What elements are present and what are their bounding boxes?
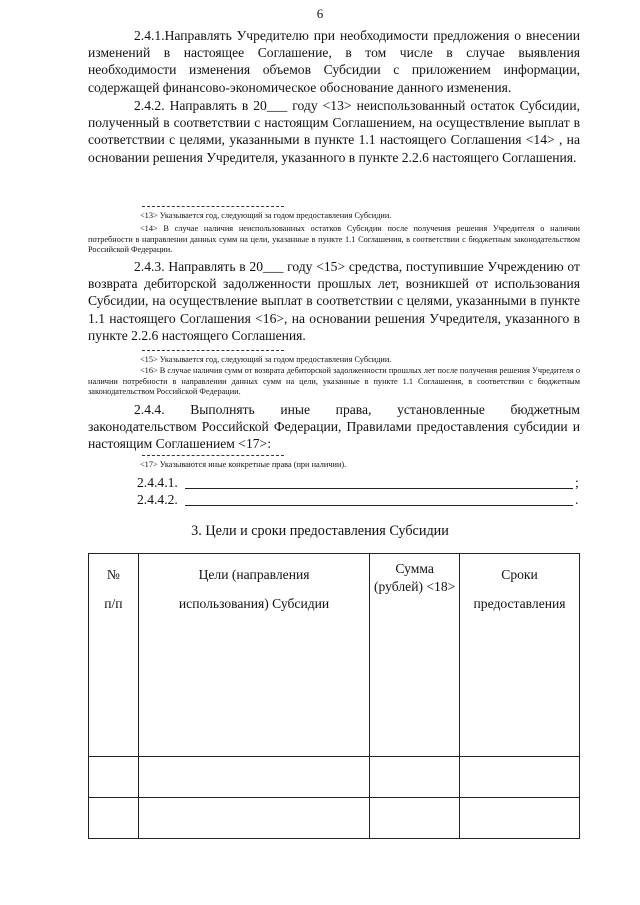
footnote-14-text: <14> В случае наличия неиспользованных остатков Субсидии после получения решения Учредителя о наличии потребности в направлении данных сумм на цели, указанные в пункте 1.1 Соглашения, в соответствии с бюджетным законодательством Российской Федерации. bbox=[88, 224, 580, 255]
table-header-row bbox=[89, 554, 580, 757]
header-number-line2: п/п bbox=[104, 596, 123, 611]
header-goals-line2: использования) Субсидии bbox=[178, 596, 330, 611]
header-goals-line1: Цели (направления bbox=[198, 567, 310, 582]
table-cell[interactable] bbox=[370, 798, 460, 839]
table-cell[interactable] bbox=[89, 757, 139, 798]
paragraph-2-4-3 bbox=[88, 258, 580, 344]
footnote-14 bbox=[88, 224, 580, 256]
table-cell[interactable] bbox=[138, 757, 369, 798]
footnote-16 bbox=[88, 366, 580, 398]
fill-line-end: . bbox=[575, 492, 579, 507]
fill-line-label: 2.4.4.1. bbox=[137, 475, 178, 490]
subsidy-table bbox=[88, 553, 580, 839]
table-cell[interactable] bbox=[138, 798, 369, 839]
paragraph-2-4-2 bbox=[88, 97, 580, 166]
paragraph-2-4-4 bbox=[88, 401, 580, 453]
header-amount-line2: (рублей) <18> bbox=[374, 579, 456, 594]
footnote-17-text: <17> Указываются иные конкретные права (при наличии). bbox=[140, 460, 347, 469]
paragraph-2-4-3-text: 2.4.3. Направлять в 20___ году <15> средства, поступившие Учреждению от возврата дебиторской задолженности прошлых лет, возникшей от использования Субсидии, на осуществление выплат в соответствии с целями, указанными в пункте 1.1 настоящего Соглашения <16>, на основании решения Учредителя, указанного в пункте 2.2.6 настоящего Соглашения. bbox=[88, 259, 580, 343]
footnote-separator bbox=[142, 206, 284, 207]
table-cell[interactable] bbox=[89, 798, 139, 839]
footnote-separator bbox=[142, 350, 284, 351]
header-number bbox=[89, 554, 139, 757]
table-cell[interactable] bbox=[460, 757, 580, 798]
header-amount-line1: Сумма bbox=[395, 561, 434, 576]
table-cell[interactable] bbox=[460, 798, 580, 839]
blank-line bbox=[185, 505, 573, 506]
header-amount bbox=[370, 554, 460, 757]
header-terms-line1: Сроки bbox=[501, 567, 538, 582]
fill-line-2-4-4-2 bbox=[137, 492, 585, 509]
footnote-separator bbox=[142, 455, 284, 456]
fill-line-end: ; bbox=[575, 475, 579, 490]
blank-line bbox=[185, 488, 573, 489]
fill-line-2-4-4-1 bbox=[137, 475, 585, 492]
footnote-13-text: <13> Указывается год, следующий за годом предоставления Субсидии. bbox=[140, 211, 392, 220]
paragraph-2-4-2-text: 2.4.2. Направлять в 20___ году <13> неиспользованный остаток Субсидии, полученный в соответствии с настоящим Соглашением, на осуществление выплат в соответствии с целями, указанными в пункте 1.1 настоящего Соглашения <14> , на основании решения Учредителя, указанного в пункте 2.2.6 настоящего Соглашения. bbox=[88, 98, 580, 165]
header-number-line1: № bbox=[106, 567, 120, 582]
header-terms-line2: предоставления bbox=[473, 596, 566, 611]
header-terms bbox=[460, 554, 580, 757]
footnote-13 bbox=[88, 211, 580, 222]
table-row bbox=[89, 757, 580, 798]
table-row bbox=[89, 798, 580, 839]
footnote-17 bbox=[88, 460, 580, 471]
paragraph-2-4-4-text: 2.4.4. Выполнять иные права, установленные бюджетным законодательством Российской Федерации, Правилами предоставления субсидии и настоящим Соглашением <17>: bbox=[88, 402, 580, 452]
section-heading: 3. Цели и сроки предоставления Субсидии bbox=[191, 523, 449, 539]
header-goals bbox=[138, 554, 369, 757]
paragraph-2-4-1 bbox=[88, 27, 580, 96]
fill-line-label: 2.4.4.2. bbox=[137, 492, 178, 507]
footnote-15-text: <15> Указывается год, следующий за годом предоставления Субсидии. bbox=[140, 355, 392, 364]
table-cell[interactable] bbox=[370, 757, 460, 798]
footnote-15 bbox=[88, 355, 580, 366]
paragraph-2-4-1-text: 2.4.1.Направлять Учредителю при необходимости предложения о внесении изменений в настоящее Соглашение, в том числе в случае выявления необходимости изменения объемов Субсидии с приложением информации, содержащей финансово-экономическое обоснование данного изменения. bbox=[88, 28, 580, 95]
page-number: 6 bbox=[316, 6, 324, 21]
footnote-16-text: <16> В случае наличия сумм от возврата дебиторской задолженности прошлых лет после получения решения Учредителя о наличии потребности в направлении данных сумм на цели, указанные в пункте 1.1 Соглашения, в соответствии с бюджетным законодательством Российской Федерации. bbox=[88, 366, 580, 397]
